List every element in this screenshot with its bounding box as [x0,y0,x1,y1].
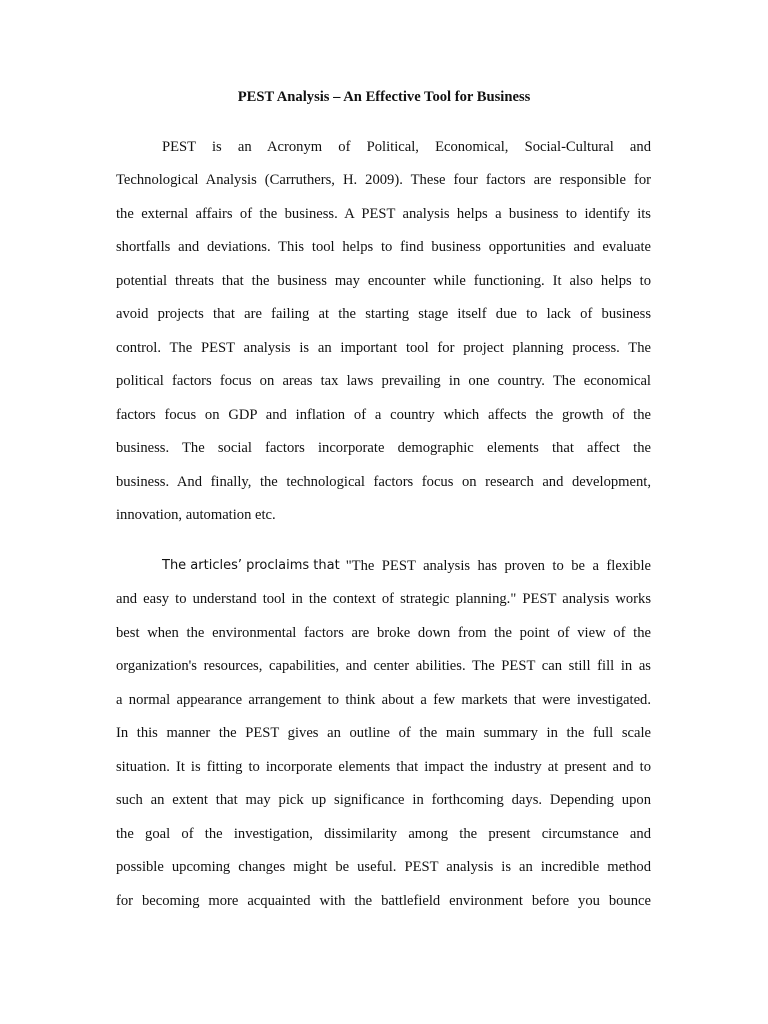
paragraph-1-line: business. The social factors incorporate demographic elements that affect the [116,440,651,456]
paragraph-1-line: factors focus on GDP and inflation of a country which affects the growth of the [116,407,651,423]
paragraph-2-line: for becoming more acquainted with the battlefield environment before you bounce [116,893,651,909]
quote-text: "The PEST analysis has proven to be a flexible [345,558,651,574]
paragraph-2-line: situation. It is fitting to incorporate elements that impact the industry at present and to [116,759,651,775]
paragraph-1-line: shortfalls and deviations. This tool helps to find business opportunities and evaluate [116,239,651,255]
paragraph-2-line: the goal of the investigation, dissimilarity among the present circumstance and [116,826,651,842]
paragraph-2-first-line [162,556,651,576]
paragraph-2-line: possible upcoming changes might be useful. PEST analysis is an incredible method [116,859,651,875]
paragraph-2-line: such an extent that may pick up significance in forthcoming days. Depending upon [116,792,651,808]
page-title: PEST Analysis – An Effective Tool for Business [237,89,531,105]
paragraph-2-line: and easy to understand tool in the context of strategic planning." PEST analysis works [116,591,651,607]
paragraph-2-line: a normal appearance arrangement to think about a few markets that were investigated. [116,692,651,708]
paragraph-1-line: political factors focus on areas tax laws prevailing in one country. The economical [116,373,651,389]
paragraph-1-line: potential threats that the business may encounter while functioning. It also helps to [116,273,651,289]
paragraph-1-line: Technological Analysis (Carruthers, H. 2009). These four factors are responsible for [116,172,651,188]
paragraph-1-line: the external affairs of the business. A PEST analysis helps a business to identify its [116,206,651,222]
paragraph-1-line: innovation, automation etc. [116,507,276,523]
paragraph-1-line: PEST is an Acronym of Political, Economical, Social-Cultural and [162,139,651,155]
paragraph-1-line: business. And finally, the technological factors focus on research and development, [116,474,651,490]
paragraph-2-line: best when the environmental factors are broke down from the point of view of the [116,625,651,641]
paragraph-1-line: control. The PEST analysis is an important tool for project planning process. The [116,340,651,356]
paragraph-1-line: avoid projects that are failing at the starting stage itself due to lack of business [116,306,651,322]
paragraph-2-line: In this manner the PEST gives an outline of the main summary in the full scale [116,725,651,741]
quoted-intro-text: The articles’ proclaims that [162,558,340,573]
paragraph-2-line: organization's resources, capabilities, and center abilities. The PEST can still fill in as [116,658,651,674]
